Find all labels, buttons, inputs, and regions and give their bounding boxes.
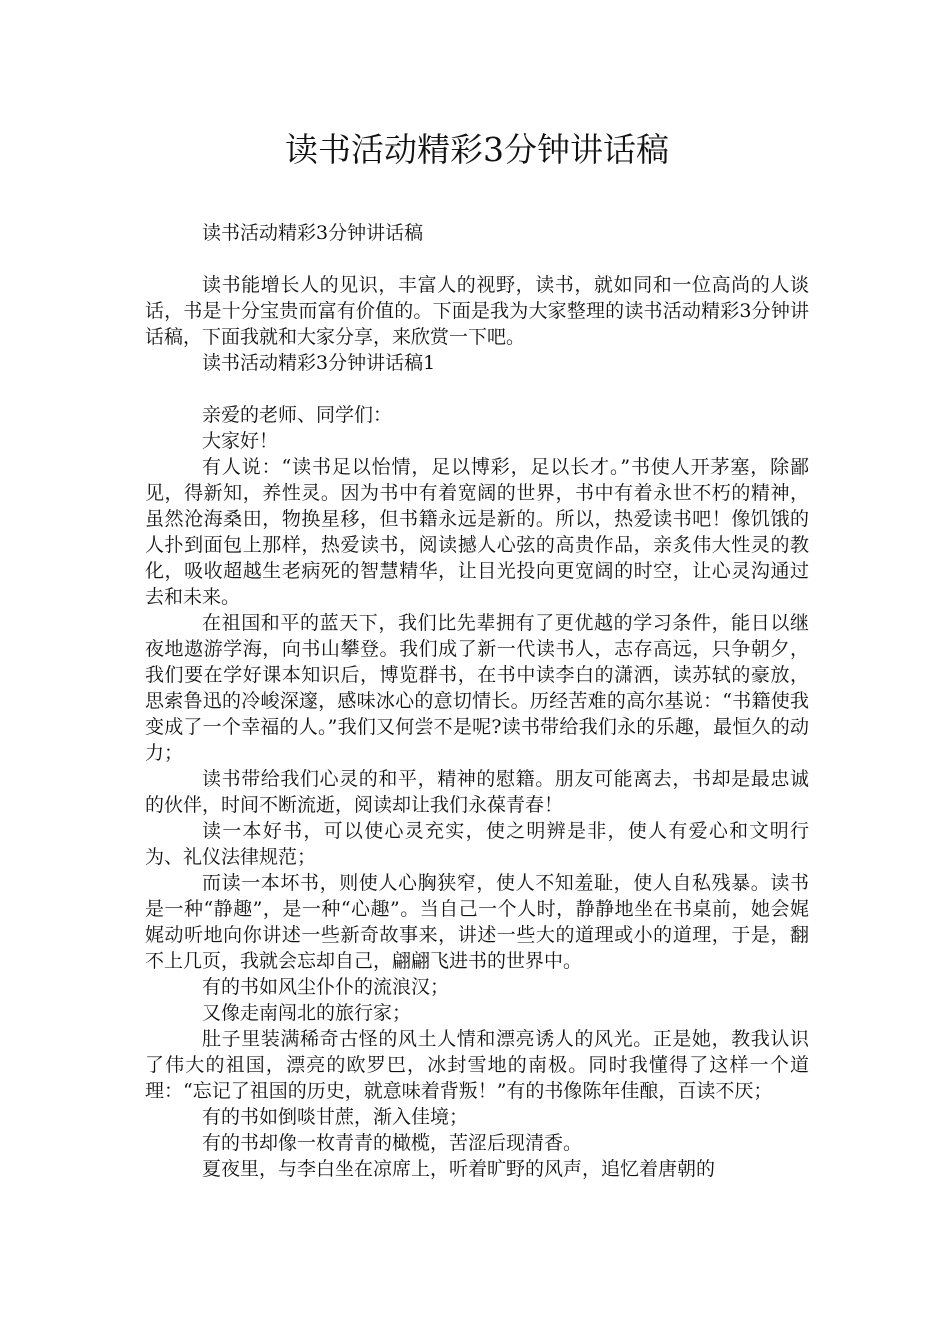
- body-paragraph: 有的书如倒啖甘蔗，渐入佳境；: [202, 1106, 469, 1128]
- greeting: 大家好！: [202, 430, 279, 452]
- spacer: [145, 246, 809, 272]
- document-page: [145, 120, 809, 1182]
- body-paragraph: 有的书如风尘仆仆的流浪汉；: [202, 976, 450, 998]
- body-paragraph: 有人说：“读书足以怡情，足以博彩，足以长才。”书使人开茅塞，除鄙见，得新知，养性灵。因为书中有着宽阔的世界，书中有着永世不朽的精神，虽然沧海桑田，物换星移，但书籍永远是新的。所以，热爱读书吧！像饥饿的人扑到面包上那样，热爱读书，阅读撼人心弦的高贵作品，亲炙伟大性灵的教化，吸收超越生老病死的智慧精华，让目光投向更宽阔的时空，让心灵沟通过去和未来。: [145, 456, 809, 608]
- body-paragraph: 又像走南闯北的旅行家；: [202, 1002, 412, 1024]
- body-paragraph: 肚子里装满稀奇古怪的风土人情和漂亮诱人的风光。正是她，教我认识了伟大的祖国，漂亮的欧罗巴，冰封雪地的南极。同时我懂得了这样一个道理：“忘记了祖国的历史，就意味着背叛！”有的书像陈年佳酿，百读不厌；: [145, 1028, 809, 1102]
- document-subtitle: 读书活动精彩3分钟讲话稿: [202, 222, 424, 244]
- body-paragraph: 有的书却像一枚青青的橄榄，苦涩后现清香。: [202, 1132, 583, 1154]
- body-paragraph: 在祖国和平的蓝天下，我们比先辈拥有了更优越的学习条件，能日以继夜地遨游学海，向书山攀登。我们成了新一代读书人，志存高远，只争朝夕，我们要在学好课本知识后，博览群书，在书中读李白的潇洒，读苏轼的豪放，思索鲁迅的冷峻深邃，感味冰心的意切情长。历经苦难的高尔基说：“书籍使我变成了一个幸福的人。”我们又何尝不是呢?读书带给我们永的乐趣，最恒久的动力；: [145, 612, 809, 764]
- body-paragraph: 读书带给我们心灵的和平，精神的慰籍。朋友可能离去，书却是最忠诚的伙伴，时间不断流逝，阅读却让我们永葆青春！: [145, 768, 809, 816]
- section-heading: 读书活动精彩3分钟讲话稿1: [202, 352, 436, 374]
- spacer: [145, 376, 809, 402]
- intro-paragraph: 读书能增长人的见识，丰富人的视野，读书，就如同和一位高尚的人谈话，书是十分宝贵而富有价值的。下面是我为大家整理的读书活动精彩3分钟讲话稿，下面我就和大家分享，来欣赏一下吧。: [145, 274, 809, 348]
- body-paragraph: 而读一本坏书，则使人心胸狭窄，使人不知羞耻，使人自私残暴。读书是一种“静趣”，是一种“心趣”。当自己一个人时，静静地坐在书桌前，她会娓娓动听地向你讲述一些新奇故事来，讲述一些大的道理或小的道理，于是，翻不上几页，我就会忘却自己，翩翩飞进书的世界中。: [145, 872, 809, 972]
- body-paragraph: 夏夜里，与李白坐在凉席上，听着旷野的风声，追忆着唐朝的: [202, 1158, 716, 1180]
- salutation: 亲爱的老师、同学们：: [202, 404, 393, 426]
- document-title: 读书活动精彩3分钟讲话稿: [285, 130, 669, 169]
- body-paragraph: 读一本好书，可以使心灵充实，使之明辨是非，使人有爱心和文明行为、礼仪法律规范；: [145, 820, 809, 868]
